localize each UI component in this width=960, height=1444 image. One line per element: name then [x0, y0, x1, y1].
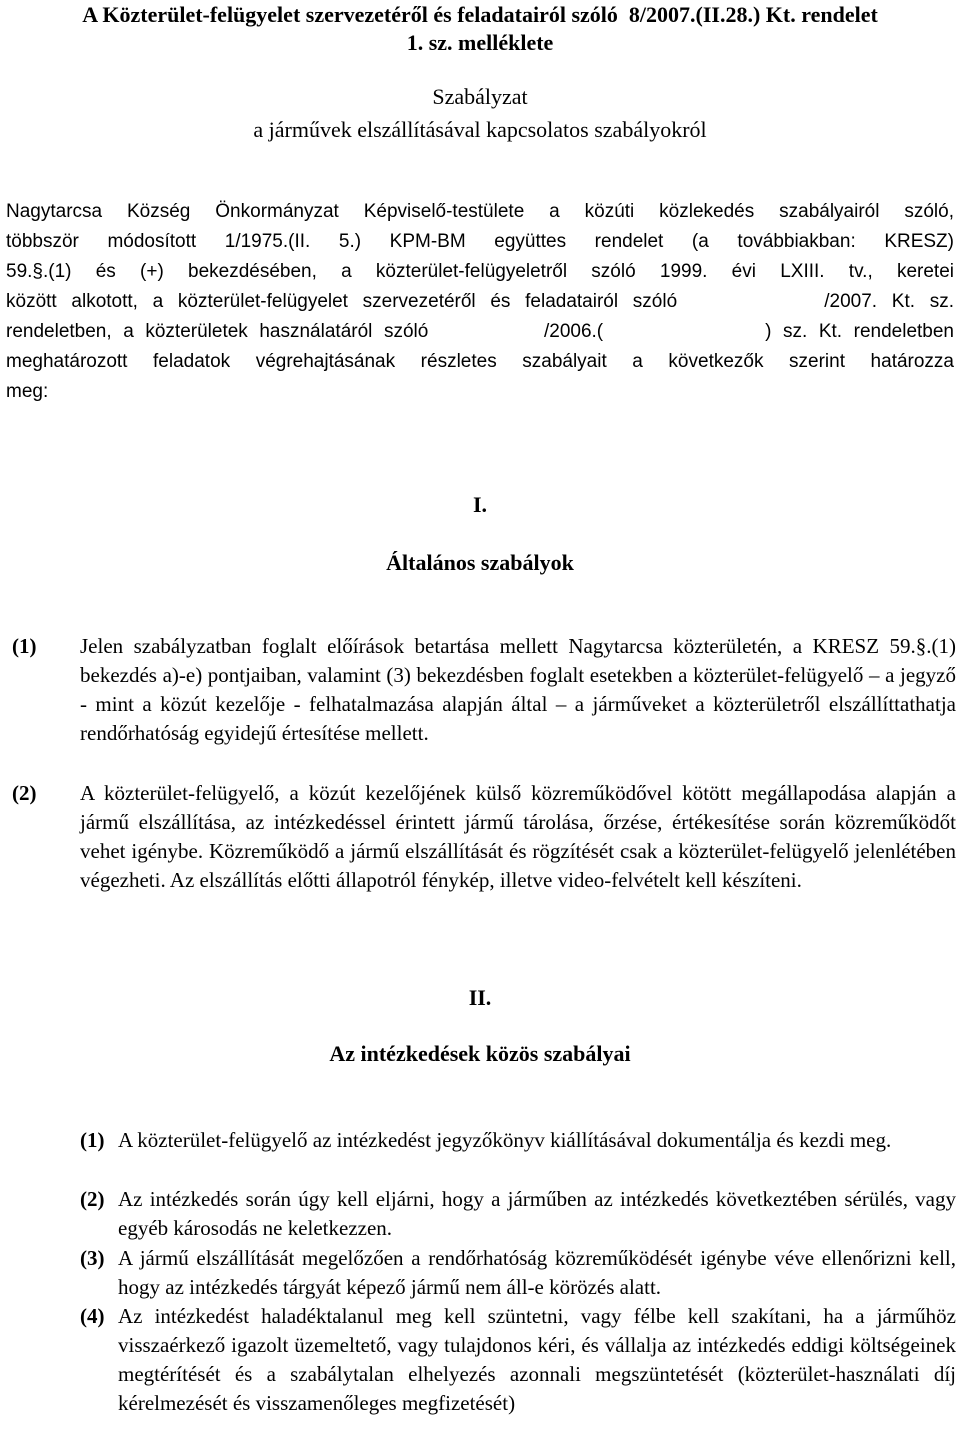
- intro-line: Nagytarcsa Község Önkormányzat Képviselő-testülete a közúti közlekedés szabályairól szóló,: [6, 201, 954, 222]
- paragraph-text: A közterület-felügyelő az intézkedést jegyzőkönyv kiállításával dokumentálja és kezdi meg.: [118, 1128, 892, 1152]
- header-line-1: A Közterület-felügyelet szervezetéről és feladatairól szóló 8/2007.(II.28.) Kt. rendelet: [82, 2, 878, 27]
- paragraph-number: (2): [80, 1187, 105, 1211]
- paragraph-number: (1): [80, 1128, 105, 1152]
- section-1-title: Általános szabályok: [386, 550, 574, 575]
- paragraph-number: (2): [12, 781, 37, 805]
- intro-line: között alkotott, a közterület-felügyelet szervezetéről és feladatairól szóló /2007. Kt. sz.: [6, 291, 954, 312]
- paragraph-number: (1): [12, 634, 37, 658]
- paragraph-text: A közterület-felügyelő, a közút kezelőjének külső közreműködővel kötött megállapodása alapján a jármű elszállítása, az intézkedéssel érintett jármű tárolása, őrzése, értékesítése során közreműködőt vehet igénybe. Közreműködő a jármű elszállítását és rögzítését csak a közterület-felügyelő jelenlétében végezheti. Az elszállítás előtti állapotról fénykép, illetve video-felvételt kell készíteni.: [80, 781, 956, 892]
- paragraph-text: Jelen szabályzatban foglalt előírások betartása mellett Nagytarcsa közterületén, a KRESZ 59.§.(1) bekezdés a)-e) pontjaiban, valamint (3) bekezdésben foglalt esetekben a közterület-felügyelő – a jegyző - mint a közút kezelője - felhatalmazása alapján által – a járműveket a közterületről elszállíttathatja rendőrhatóság egyidejű értesítése mellett.: [80, 634, 956, 745]
- intro-line: meghatározott feladatok végrehajtásának részletes szabályait a következők szerint határozza: [6, 351, 954, 372]
- intro-line: rendeletben, a közterületek használatáról szóló /2006.( ) sz. Kt. rendeletben: [6, 321, 954, 342]
- section-2-number: II.: [468, 985, 492, 1010]
- paragraph-text: A jármű elszállítását megelőzően a rendőrhatóság közreműködését igénybe véve ellenőrizni kell, hogy az intézkedés tárgyát képező jármű nem áll-e körözés alatt.: [118, 1246, 956, 1299]
- intro-line: többször módosított 1/1975.(II. 5.) KPM-BM együttes rendelet (a továbbiakban: KRESZ): [6, 231, 954, 252]
- paragraph-text: Az intézkedést haladéktalanul meg kell szüntetni, vagy félbe kell szakítani, ha a járműhöz visszaérkező igazolt üzemeltető, vagy tulajdonos kéri, és vállalja az intézkedés eddigi költségeinek megtérítését és a szabálytalan elhelyezés azonnali megszüntetését (közterület-használati díj kérelmezését és visszamenőleges megfizetését): [118, 1304, 956, 1415]
- header-line-2: 1. sz. melléklete: [406, 30, 554, 55]
- paragraph-text: Az intézkedés során úgy kell eljárni, hogy a járműben az intézkedés következtében sérülés, vagy egyéb károsodás ne keletkezzen.: [118, 1187, 956, 1240]
- document-subtitle: a járművek elszállításával kapcsolatos szabályokról: [253, 117, 707, 142]
- paragraph-number: (3): [80, 1246, 105, 1270]
- intro-line: 59.§.(1) és (+) bekezdésében, a közterület-felügyeletről szóló 1999. évi LXIII. tv., keretei: [6, 261, 954, 282]
- intro-line: meg:: [6, 381, 49, 402]
- section-2-title: Az intézkedések közös szabályai: [329, 1041, 631, 1066]
- section-1-number: I.: [472, 492, 488, 517]
- paragraph-number: (4): [80, 1304, 105, 1328]
- document-title: Szabályzat: [432, 84, 528, 109]
